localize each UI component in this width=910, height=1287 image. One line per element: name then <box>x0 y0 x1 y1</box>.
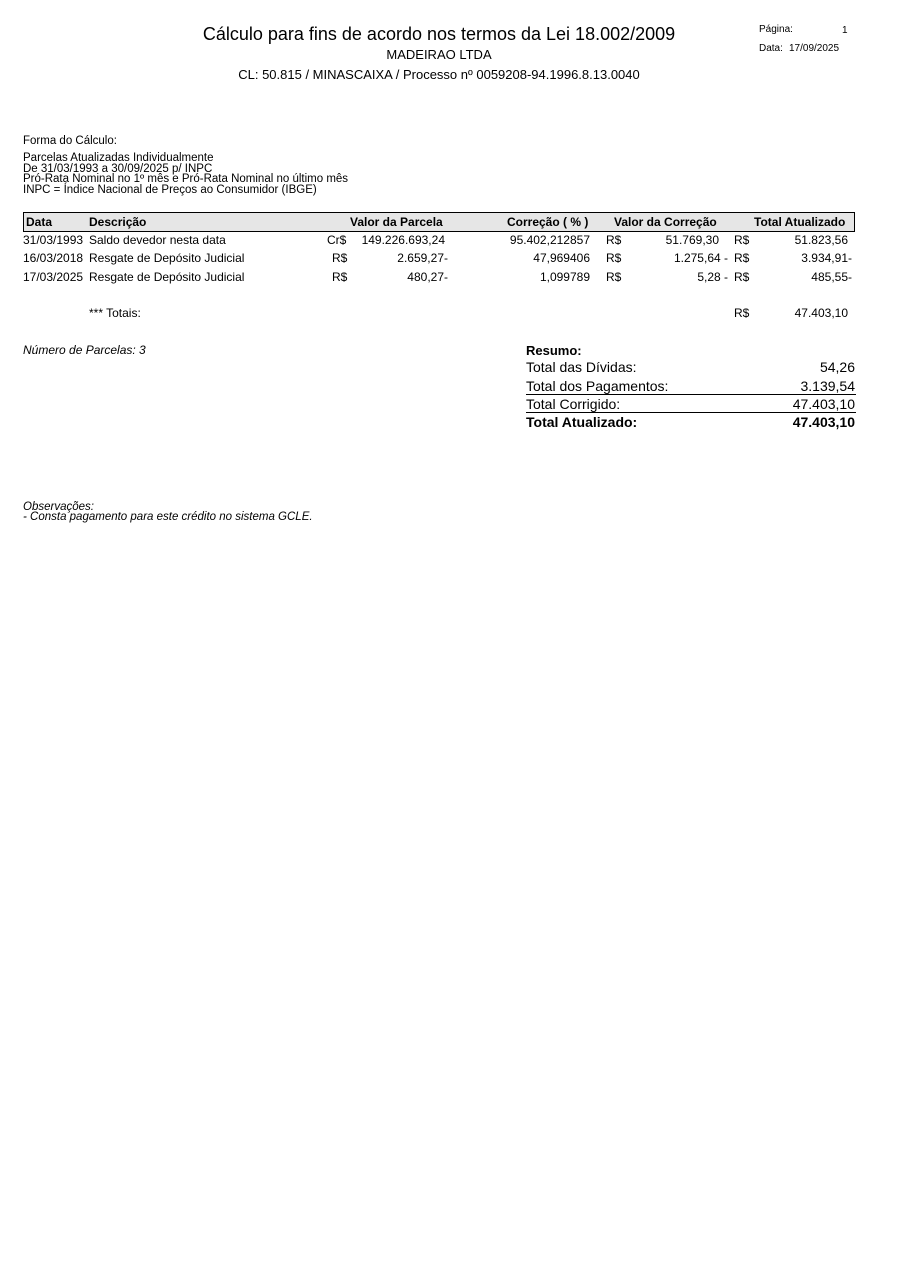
summary-label: Total dos Pagamentos: <box>526 378 669 394</box>
page-number: 1 <box>842 25 848 36</box>
row-correction-percent: 1,099789 <box>539 270 590 284</box>
page-label: Página: <box>759 24 793 35</box>
totals-label: *** Totais: <box>89 306 141 320</box>
row-date: 16/03/2018 <box>23 251 84 265</box>
calc-form-line: Pró-Rata Nominal no 1º mês e Pró-Rata Nominal no último mês <box>23 173 349 185</box>
row-currency: R$ <box>734 251 750 265</box>
header-description: Descrição <box>89 215 147 229</box>
row-description: Saldo devedor nesta data <box>89 233 226 247</box>
totals-value: 47.403,10 <box>794 306 848 320</box>
table-header <box>23 212 855 232</box>
calc-form-label: Forma do Cálculo: <box>23 135 117 147</box>
header-installment-value: Valor da Parcela <box>350 215 443 229</box>
summary-total-value: 47.403,10 <box>792 414 855 430</box>
row-currency: R$ <box>606 251 622 265</box>
row-installment-value: 149.226.693,24 <box>361 233 445 247</box>
date-label: Data: <box>759 43 783 54</box>
header-date: Data <box>26 215 53 229</box>
row-currency: R$ <box>734 270 750 284</box>
row-date: 31/03/1993 <box>23 233 84 247</box>
row-installment-value: 2.659,27- <box>397 251 448 265</box>
company-name: MADEIRAO LTDA <box>386 47 492 62</box>
calc-form-line: De 31/03/1993 a 30/09/2025 p/ INPC <box>23 162 213 175</box>
observations-label: Observações: <box>23 501 94 513</box>
summary-value: 47.403,10 <box>792 396 855 412</box>
row-currency: R$ <box>606 233 622 247</box>
row-currency: Cr$ <box>327 233 347 247</box>
row-currency: R$ <box>606 270 622 284</box>
summary-value: 54,26 <box>819 359 855 375</box>
row-currency: R$ <box>734 233 750 247</box>
row-total-updated: 485,55- <box>811 270 852 284</box>
calc-form-line: INPC = Índice Nacional de Preços ao Consumidor (IBGE) <box>23 183 317 196</box>
header-total-updated: Total Atualizado <box>754 215 846 229</box>
summary-divider <box>526 394 856 395</box>
date-value: 17/09/2025 <box>789 43 840 54</box>
observations-text: - Consta pagamento para este crédito no sistema GCLE. <box>23 511 313 523</box>
row-date: 17/03/2025 <box>23 270 84 284</box>
summary-divider <box>526 412 856 413</box>
document-title: Cálculo para fins de acordo nos termos da Lei 18.002/2009 <box>202 24 676 44</box>
header-correction-value: Valor da Correção <box>614 215 717 229</box>
row-description: Resgate de Depósito Judicial <box>89 270 245 284</box>
row-correction-value: 51.769,30 <box>665 233 719 247</box>
row-correction-value: 5,28 - <box>697 270 728 284</box>
row-installment-value: 480,27- <box>407 270 448 284</box>
summary-title: Resumo: <box>526 343 582 358</box>
summary-total-label: Total Atualizado: <box>526 414 638 430</box>
summary-label: Total Corrigido: <box>526 396 621 412</box>
row-correction-percent: 95.402,212857 <box>509 233 590 247</box>
row-currency: R$ <box>332 251 348 265</box>
row-correction-percent: 47,969406 <box>533 251 590 265</box>
row-correction-value: 1.275,64 - <box>673 251 728 265</box>
parcel-count: Número de Parcelas: 3 <box>23 343 146 357</box>
calc-form-lines <box>23 153 348 195</box>
row-currency: R$ <box>332 270 348 284</box>
row-total-updated: 51.823,56 <box>794 233 848 247</box>
row-total-updated: 3.934,91- <box>801 251 852 265</box>
calc-form-line: Parcelas Atualizadas Individualmente <box>23 152 214 164</box>
totals-currency: R$ <box>734 306 750 320</box>
summary-label: Total das Dívidas: <box>526 359 637 375</box>
row-description: Resgate de Depósito Judicial <box>89 251 245 265</box>
process-reference: CL: 50.815 / MINASCAIXA / Processo nº 0059208-94.1996.8.13.0040 <box>238 67 640 82</box>
summary-value: 3.139,54 <box>800 378 855 394</box>
header-correction-percent: Correção ( % ) <box>507 215 589 229</box>
